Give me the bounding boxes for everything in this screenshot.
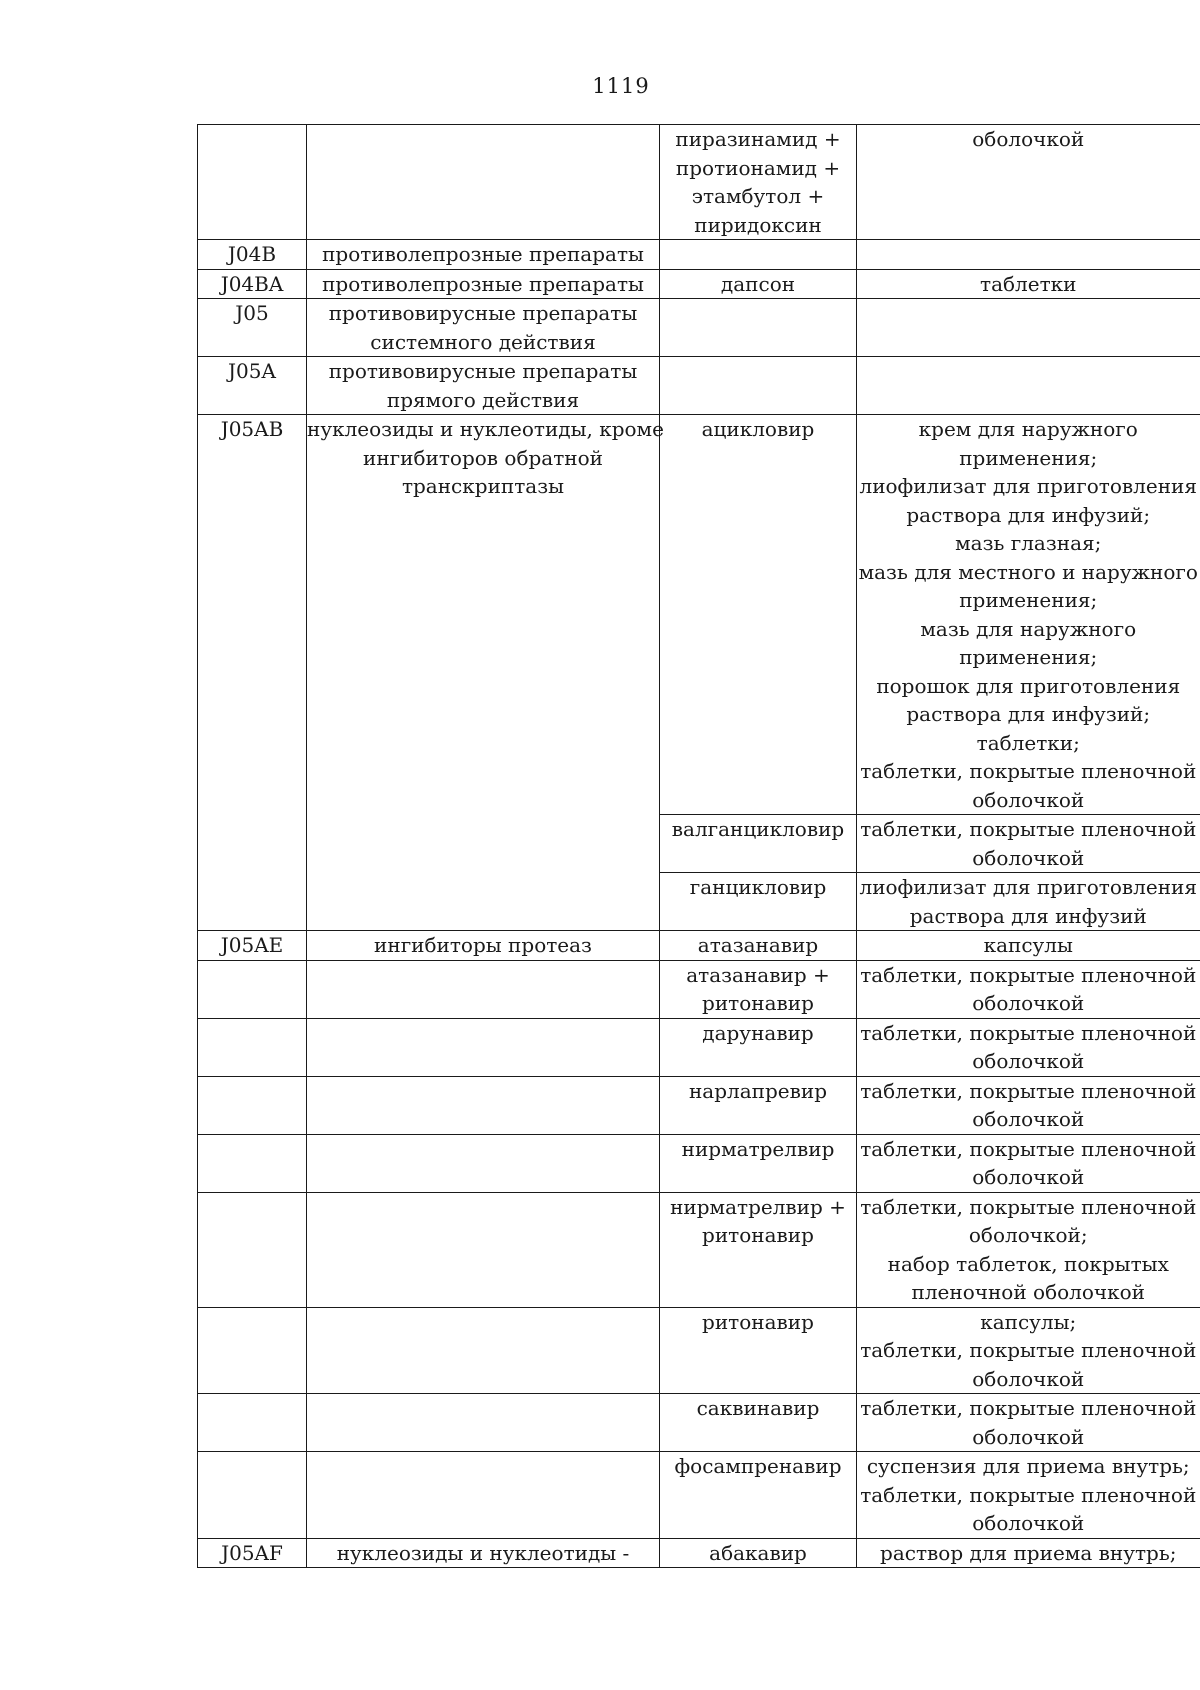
table-row (198, 1394, 1200, 1452)
cell-line: оболочкой (972, 1107, 1085, 1131)
cell-line: лиофилизат для приготовления (859, 875, 1197, 899)
cell-line: таблетки (980, 271, 1077, 296)
drug-name-cell (660, 1538, 857, 1568)
table-row (198, 269, 1200, 299)
cell-line: пиридоксин (694, 212, 822, 237)
atc-code-cell: J04BA (198, 269, 307, 299)
pharmacological-group-cell (307, 960, 660, 1018)
atc-code-cell (198, 1307, 307, 1394)
page-number: 1119 (592, 74, 650, 98)
atc-code-cell (198, 1452, 307, 1539)
cell-line: нуклеозиды и нуклеотиды - (336, 1540, 630, 1565)
drug-name-cell (660, 357, 857, 415)
cell-line: таблетки, покрытые пленочной (860, 759, 1197, 783)
pharmacological-group-cell (307, 1134, 660, 1192)
dosage-form-cell (857, 240, 1200, 270)
table-row (198, 1076, 1200, 1134)
pharmacological-group-cell (307, 1452, 660, 1539)
cell-line: оболочкой (972, 1424, 1085, 1449)
atc-code-cell: J05AE (198, 931, 307, 961)
atc-code-cell (198, 1134, 307, 1192)
pharmacological-group-cell (307, 299, 660, 357)
dosage-form-cell (857, 931, 1200, 961)
cell-line: прямого действия (386, 387, 580, 412)
cell-line: ингибиторы протеаз (374, 933, 592, 957)
drug-name-cell (660, 815, 857, 873)
cell-line: саквинавир (696, 1396, 820, 1420)
cell-line: противолепрозные препараты (322, 271, 644, 296)
cell-line: крем для наружного (918, 417, 1138, 441)
atc-code-cell: J05 (198, 299, 307, 357)
cell-line: таблетки, покрытые пленочной (860, 1482, 1197, 1507)
cell-line: набор таблеток, покрытых (887, 1251, 1169, 1276)
pharmacological-group-cell (307, 269, 660, 299)
cell-line: раствора для инфузий; (906, 502, 1151, 527)
cell-line: системного действия (370, 329, 596, 354)
cell-line: атазанавир + (686, 962, 830, 987)
dosage-form-cell (857, 299, 1200, 357)
cell-line: ритонавир (702, 991, 814, 1015)
pharmacological-group-cell (307, 931, 660, 961)
drug-name-cell (660, 1452, 857, 1539)
dosage-form-cell (857, 269, 1200, 299)
drug-name-cell (660, 1192, 857, 1307)
pharmacological-group-cell (307, 125, 660, 240)
cell-line: раствора для инфузий; (906, 702, 1151, 726)
cell-line: капсулы; (980, 1309, 1077, 1334)
cell-line: раствора для инфузий (909, 903, 1147, 928)
cell-line: таблетки, покрытые пленочной (860, 1396, 1197, 1420)
drug-name-cell (660, 960, 857, 1018)
cell-line: нирматрелвир + (670, 1194, 846, 1219)
cell-line: лиофилизат для приготовления (859, 474, 1197, 498)
cell-line: таблетки; (976, 730, 1080, 755)
cell-line: оболочкой (972, 1366, 1085, 1391)
cell-line: нирматрелвир (681, 1136, 835, 1161)
cell-line: мазь для местного и наружного (858, 559, 1198, 584)
pharmacological-group-cell (307, 240, 660, 270)
cell-line: абакавир (709, 1540, 807, 1565)
cell-line: пленочной оболочкой (911, 1280, 1145, 1304)
atc-code-cell (198, 1076, 307, 1134)
atc-code-cell: J05AB (198, 415, 307, 931)
cell-line: капсулы (983, 933, 1073, 957)
cell-line: противолепрозные препараты (322, 242, 644, 266)
dosage-form-cell (857, 1538, 1200, 1568)
pharmacological-group-cell (307, 1076, 660, 1134)
cell-line: оболочкой; (968, 1223, 1088, 1247)
drug-name-cell (660, 269, 857, 299)
drug-name-cell (660, 125, 857, 240)
cell-line: мазь для наружного (920, 616, 1137, 641)
table-row (198, 1538, 1200, 1568)
table-row (198, 240, 1200, 270)
atc-code-cell: J05AF (198, 1538, 307, 1568)
cell-line: противовирусные препараты (328, 301, 638, 325)
pharmacological-group-cell (307, 1018, 660, 1076)
cell-line: оболочкой (972, 1049, 1085, 1073)
cell-line: оболочкой (972, 787, 1085, 812)
table-row (198, 1134, 1200, 1192)
pharmacological-group-cell (307, 1394, 660, 1452)
atc-code-cell (198, 1192, 307, 1307)
pharmacological-group-cell (307, 415, 664, 931)
cell-line: таблетки, покрытые пленочной (860, 817, 1197, 841)
drug-name-cell (660, 873, 857, 931)
pharmacological-group-cell (307, 1307, 660, 1394)
drug-name-cell (660, 931, 857, 961)
cell-line: ганцикловир (689, 875, 827, 899)
cell-line: оболочкой (972, 991, 1085, 1015)
drug-classification-table (197, 124, 1200, 1568)
atc-code-cell (198, 960, 307, 1018)
cell-line: порошок для приготовления (876, 673, 1181, 698)
dosage-form-cell (857, 1307, 1200, 1394)
pharmacological-group-cell (307, 1538, 660, 1568)
cell-line: атазанавир (697, 933, 819, 957)
table-row (198, 1018, 1200, 1076)
dosage-form-cell (857, 815, 1200, 873)
cell-line: мазь глазная; (955, 531, 1102, 555)
atc-code-cell (198, 1018, 307, 1076)
cell-line: ацикловир (701, 417, 815, 441)
dosage-form-cell (857, 960, 1200, 1018)
table-row (198, 1452, 1200, 1539)
cell-line: оболочкой (972, 127, 1085, 151)
cell-line: нуклеозиды и нуклеотиды, кроме (307, 417, 664, 441)
dosage-form-cell (857, 873, 1200, 931)
drug-name-cell (660, 1018, 857, 1076)
drug-name-cell (660, 299, 857, 357)
table-row (198, 415, 1200, 815)
dosage-form-cell (857, 1076, 1200, 1134)
dosage-form-cell (857, 357, 1200, 415)
dosage-form-cell (857, 1192, 1200, 1307)
table-row (198, 125, 1200, 240)
cell-line: нарлапревир (688, 1078, 828, 1103)
drug-name-cell (660, 1394, 857, 1452)
cell-line: протионамид + (675, 155, 841, 180)
atc-code-cell: J04B (198, 240, 307, 270)
cell-line: оболочкой (972, 845, 1085, 870)
pharmacological-group-cell (307, 357, 660, 415)
atc-code-cell (198, 1394, 307, 1452)
cell-line: таблетки, покрытые пленочной (860, 1136, 1197, 1161)
table-row (198, 1307, 1200, 1394)
cell-line: таблетки, покрытые пленочной (860, 1194, 1197, 1219)
table-body (198, 125, 1200, 1568)
cell-line: транскриптазы (401, 474, 565, 498)
cell-line: таблетки, покрытые пленочной (860, 1020, 1197, 1045)
cell-line: дарунавир (702, 1020, 814, 1045)
cell-line: суспензия для приема внутрь; (866, 1454, 1190, 1478)
table-row (198, 299, 1200, 357)
cell-line: раствор для приема внутрь; (880, 1540, 1177, 1565)
dosage-form-cell (857, 125, 1200, 240)
atc-code-cell: J05A (198, 357, 307, 415)
dosage-form-cell (857, 1394, 1200, 1452)
table-row (198, 357, 1200, 415)
cell-line: оболочкой (972, 1165, 1085, 1189)
cell-line: применения; (959, 645, 1098, 669)
cell-line: противовирусные препараты (328, 359, 638, 383)
cell-line: дапсон (720, 271, 796, 296)
dosage-form-cell (857, 415, 1200, 815)
drug-name-cell (660, 240, 857, 270)
drug-name-cell (660, 1307, 857, 1394)
dosage-form-cell (857, 1018, 1200, 1076)
pharmacological-group-cell (307, 1192, 660, 1307)
cell-line: применения; (959, 588, 1098, 612)
cell-line: ритонавир (702, 1223, 814, 1247)
cell-line: ритонавир (702, 1309, 814, 1334)
cell-line: ингибиторов обратной (363, 445, 603, 470)
table-row (198, 931, 1200, 961)
cell-line: таблетки, покрытые пленочной (860, 962, 1197, 987)
cell-line: фосампренавир (674, 1454, 842, 1478)
dosage-form-cell (857, 1134, 1200, 1192)
cell-line: применения; (959, 445, 1098, 470)
dosage-form-cell (857, 1452, 1200, 1539)
cell-line: этамбутол + (691, 184, 825, 208)
cell-line: валганцикловир (671, 817, 845, 841)
cell-line: оболочкой (972, 1511, 1085, 1535)
atc-code-cell (198, 125, 307, 240)
table-row (198, 960, 1200, 1018)
table-row (198, 1192, 1200, 1307)
cell-line: таблетки, покрытые пленочной (860, 1078, 1197, 1103)
drug-name-cell (660, 1134, 857, 1192)
drug-name-cell (660, 415, 857, 815)
drug-name-cell (660, 1076, 857, 1134)
cell-line: пиразинамид + (675, 127, 841, 151)
cell-line: таблетки, покрытые пленочной (860, 1338, 1197, 1362)
